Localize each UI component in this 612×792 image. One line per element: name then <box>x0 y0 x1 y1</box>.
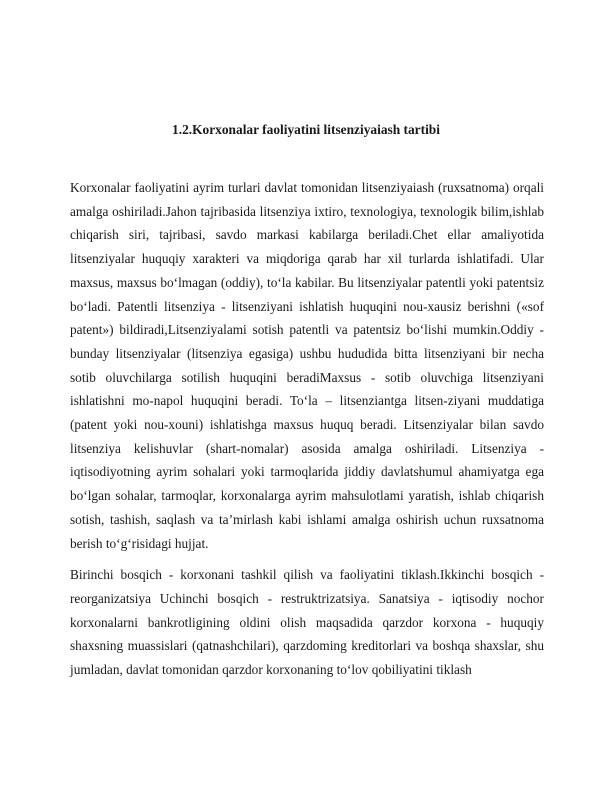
body-text <box>70 176 544 682</box>
paragraph-stages: Birinchi bosqich - korxonani tashkil qilish va faoliyatini tiklash.Ikkinchi bosqich - reorganizatsiya Uchinchi bosqich - restruktrizatsiya. Sanatsiya - iqtisodiy nochor korxonalarni bankrotligining oldini olish maqsadida qarzdor korxona - huquqiy shaxsning muassislari (qatnashchilari), qarzdoming kreditorlari va boshqa shaxslar, shu jumladan, davlat tomonidan qarzdor korxonaning to‘lov qobiliyatini tiklash <box>70 567 544 678</box>
paragraph-licensing: Korxonalar faoliyatini ayrim turlari davlat tomonidan litsenziyaiash (ruxsatnoma) orqali amalga oshiriladi.Jahon tajribasida litsenziya ixtiro, texnologiya, texnologik bilim,ishlab chiqarish siri, tajribasi, savdo markasi kabilarga beriladi.Chet ellar amaliyotida litsenziyalar huquqiy xarakteri va miqdoriga qarab har xil turlarda ishlatifadi. Ular maxsus, maxsus bo‘lmagan (oddiy), to‘la kabilar. Bu litsenziyalar patentli yoki patentsiz bo‘ladi. Patentli litsenziya - litsenziyani ishlatish huquqini nou-xausiz berishni («sof patent») bildiradi,Litsenziyalami sotish patentli va patentsiz bo‘lishi mumkin.Oddiy - bunday litsenziyalar (litsenziya egasiga) ushbu hududida bitta litsenziyani bir necha sotib oluvchilarga sotilish huquqini beradiMaxsus - sotib oluvchiga litsenziyani ishlatishni mo-napol huquqini beradi. To‘la – litsenziantga litsen-ziyani muddatiga (patent yoki nou-xouni) ishlatishga maxsus huquq beradi. Litsenziyalar bilan savdo litsenziya kelishuvlar (shart-nomalar) asosida amalga oshiriladi. Litsenziya - iqtisodiyotning ayrim sohalari yoki tarmoqlarida jiddiy davlatshumul ahamiyatga ega bo‘lgan sohalar, tarmoqlar, korxonalarga ayrim mahsulotlami yaratish, ishlab chiqarish sotish, tashish, saqlash va ta’mirlash kabi ishlami amalga oshirish uchun ruxsatnoma berish to‘g‘risidagi hujjat. <box>70 180 544 551</box>
section-title: 1.2.Korxonalar faoliyatini litsenziyaiash tartibi <box>172 122 440 137</box>
